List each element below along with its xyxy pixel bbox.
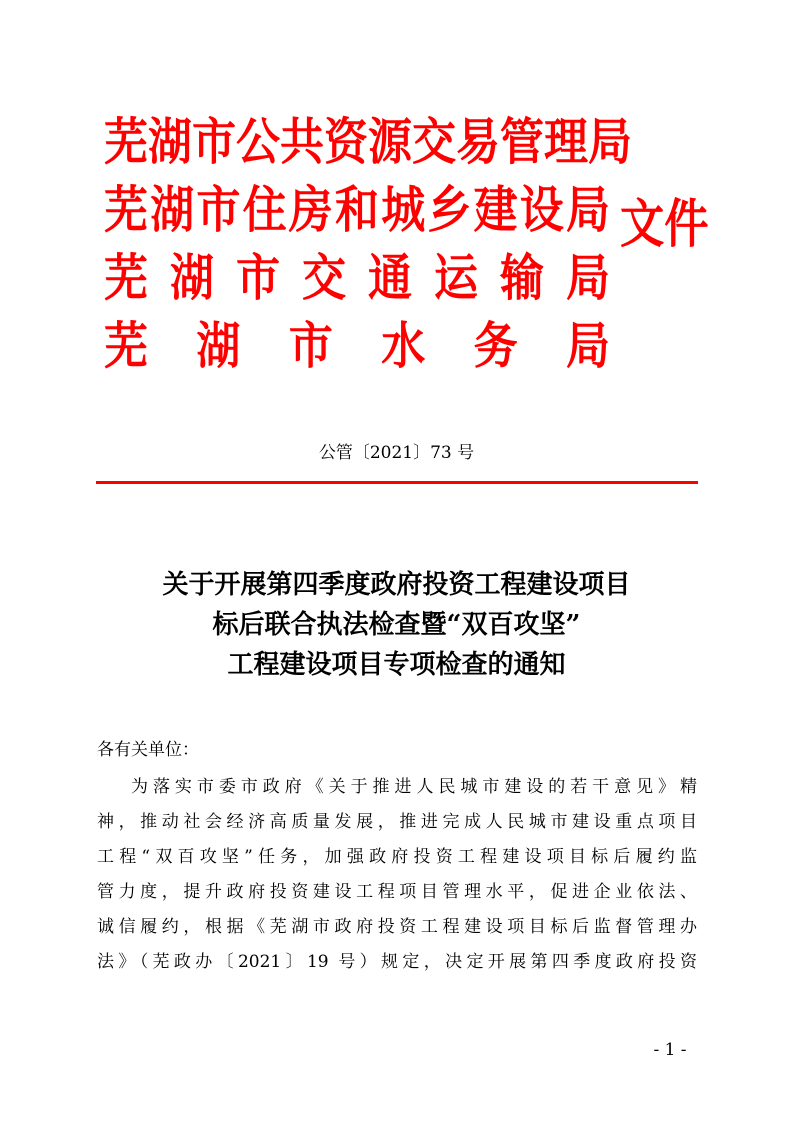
body-line: 神，推动社会经济高质量发展，推进完成人民城市建设重点项目 <box>97 812 697 832</box>
title-line-3: 工程建设项目专项检查的通知 <box>227 650 566 680</box>
red-divider <box>96 481 698 484</box>
body-line: 工程“双百攻坚”任务，加强政府投资工程建设项目标后履约监 <box>97 847 697 867</box>
body-text <box>97 770 697 980</box>
body-line: 法》（芜政办〔2021〕19 号）规定，决定开展第四季度政府投资 <box>97 952 697 972</box>
title-line-1: 关于开展第四季度政府投资工程建设项目 <box>162 570 631 600</box>
body-line: 诚信履约，根据《芜湖市政府投资工程建设项目标后监督管理办 <box>97 917 697 937</box>
body-line: 为落实市委市政府《关于推进人民城市建设的若干意见》精 <box>131 777 697 797</box>
salutation: 各有关单位： <box>97 740 199 760</box>
issuer-line-2: 芜 湖 市 住 房 和 城 乡 建 设 局 <box>104 181 610 239</box>
title-line-2: 标后联合执法检查暨“双百攻坚” <box>212 610 581 640</box>
document-number: 公管〔2021〕73 号 <box>318 443 475 463</box>
body-line: 管力度，提升政府投资建设工程项目管理水平，促进企业依法、 <box>97 882 697 902</box>
issuer-line-1: 芜 湖 市 公 共 资 源 交 易 管 理 局 <box>104 113 632 171</box>
page-number: - 1 - <box>653 1040 687 1060</box>
document-suffix: 文件 <box>620 195 709 255</box>
issuer-line-4: 芜 湖 市 水 务 局 <box>104 317 610 375</box>
document-title <box>0 565 793 685</box>
issuer-line-3: 芜 湖 市 交 通 运 输 局 <box>104 249 610 307</box>
issuer-block <box>104 108 632 380</box>
